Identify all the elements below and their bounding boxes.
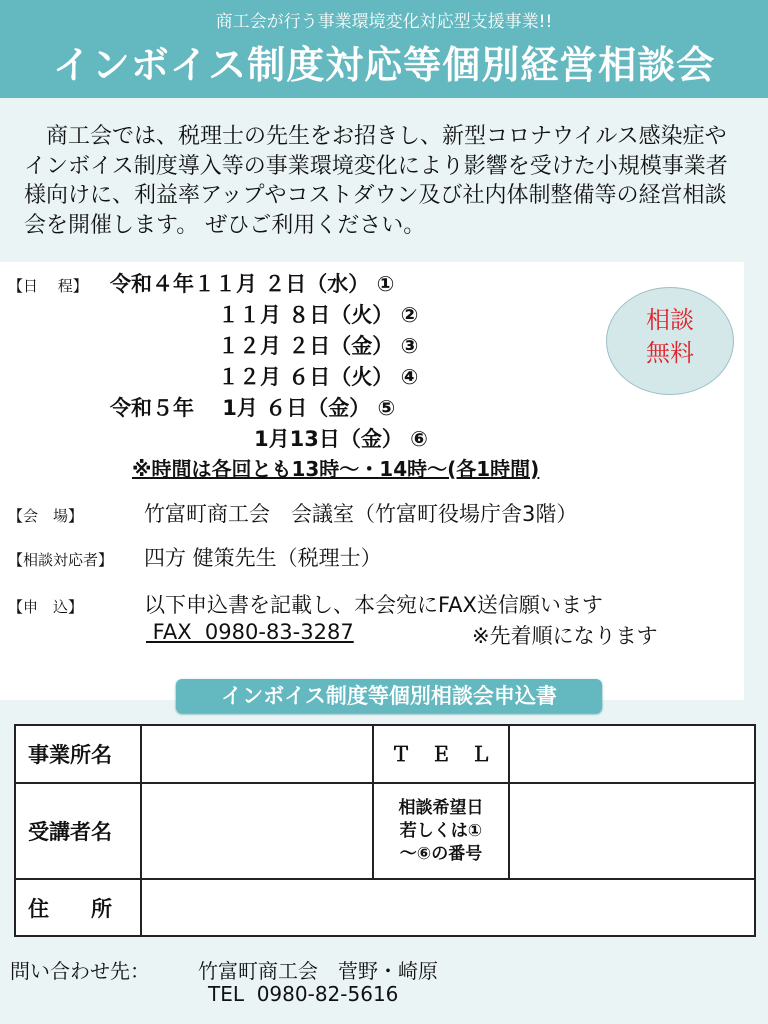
badge-line-2: 無料	[646, 339, 694, 367]
schedule-row-2: １１月 ８日（火） ②	[218, 303, 419, 327]
attendee-field[interactable]	[141, 783, 373, 879]
address-header: 住 所	[15, 879, 141, 936]
preferred-date-line-3: ～⑥の番号	[399, 843, 483, 864]
fax-number: FAX 0980-83-3287	[146, 620, 354, 644]
schedule-label: 【日 程】	[8, 277, 88, 295]
time-note: ※時間は各回とも13時～・14時～(各1時間)	[132, 457, 540, 481]
intro-paragraph: 商工会では、税理士の先生をお招きし、新型コロナウイルス感染症やインボイス制度導入等の事業環境変化により影響を受けた小規模事業者様向けに、利益率アップやコストダウン及び社内体制整備等の経営相談会を開催します。 ぜひご利用ください。	[24, 124, 728, 238]
preferred-date-field[interactable]	[509, 783, 755, 879]
schedule-row-5: 令和５年 1月 ６日（金） ⑤	[110, 396, 396, 420]
contact-label: 問い合わせ先：	[10, 959, 150, 983]
form-title: インボイス制度等個別相談会申込書	[176, 679, 602, 713]
address-field[interactable]	[141, 879, 755, 936]
first-come-note: ※先着順になります	[472, 624, 658, 648]
preferred-date-line-1: 相談希望日	[398, 797, 484, 818]
header-banner	[0, 0, 768, 98]
attendee-header: 受講者名	[15, 783, 141, 879]
tel-field[interactable]	[509, 725, 755, 783]
venue-label: 【会 場】	[8, 507, 84, 525]
preferred-date-line-2: 若しくは①	[399, 820, 483, 841]
schedule-row-6: 1月13日（金） ⑥	[254, 427, 428, 451]
consultant-label: 【相談対応者】	[8, 551, 114, 569]
free-consultation-badge	[606, 287, 734, 395]
apply-label: 【申 込】	[8, 598, 84, 616]
schedule-row-4: １２月 ６日（火） ④	[218, 365, 419, 389]
business-name-field[interactable]	[141, 725, 373, 783]
schedule-row-3: １２月 ２日（金） ③	[218, 334, 419, 358]
contact-org: 竹富町商工会 菅野・崎原	[198, 959, 438, 983]
venue-value: 竹富町商工会 会議室（竹富町役場庁舎3階）	[144, 502, 578, 526]
preferred-date-header	[373, 783, 509, 879]
badge-line-1: 相談	[646, 306, 694, 334]
page-title: インボイス制度対応等個別経営相談会	[52, 43, 716, 87]
schedule-row-1: 令和４年１１月 ２日（水） ①	[110, 272, 395, 296]
business-name-header: 事業所名	[15, 725, 141, 783]
contact-tel: TEL 0980-82-5616	[208, 982, 399, 1006]
consultant-value: 四方 健策先生（税理士）	[144, 546, 382, 570]
apply-value: 以下申込書を記載し、本会宛にFAX送信願います	[144, 593, 603, 617]
tel-header: Ｔ Ｅ Ｌ	[373, 725, 509, 783]
header-subtitle: 商工会が行う事業環境変化対応型支援事業!!	[215, 12, 553, 32]
application-form	[14, 724, 756, 937]
